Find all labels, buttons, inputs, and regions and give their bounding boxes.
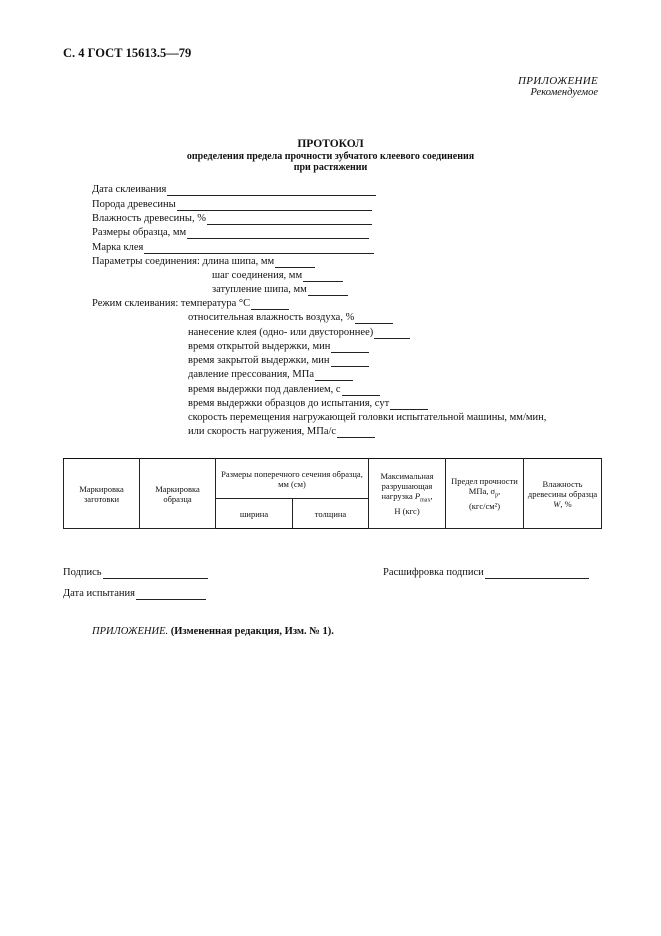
- load-text: Максимальная разрушающая нагрузка: [380, 471, 434, 502]
- field-load-rate: [188, 426, 375, 438]
- appendix-status: Рекомендуемое: [530, 87, 598, 98]
- field-press-pressure: [188, 369, 353, 381]
- col-header-moisture: [524, 459, 602, 529]
- field-label: Подпись: [63, 567, 102, 578]
- note-label: ПРИЛОЖЕНИЕ.: [92, 626, 169, 637]
- col-header-thickness: толщина: [293, 499, 369, 529]
- field-label: Дата склеивания: [92, 184, 167, 195]
- fill-line[interactable]: [275, 257, 315, 268]
- fill-line[interactable]: [207, 214, 372, 225]
- page-header: С. 4 ГОСТ 15613.5—79: [63, 46, 192, 60]
- amendment-note: [92, 626, 334, 637]
- field-label: Дата испытания: [63, 588, 135, 599]
- field-label: Марка клея: [92, 242, 144, 253]
- load-units: Н (кгс): [394, 505, 420, 516]
- protocol-subtitle: определения предела прочности зубчатого клеевого соединения: [186, 151, 475, 162]
- field-label: время выдержки под давлением, с: [188, 384, 341, 395]
- fill-line[interactable]: [308, 285, 348, 296]
- fill-line[interactable]: [331, 342, 369, 353]
- fill-line[interactable]: [485, 568, 589, 579]
- strength-subscript: p: [495, 492, 499, 499]
- signature-field: [63, 567, 208, 579]
- field-label: или скорость нагружения, МПа/с: [188, 426, 337, 437]
- field-label: время выдержки образцов до испытания, сут: [188, 398, 390, 409]
- field-label: давление прессования, МПа: [188, 369, 314, 380]
- field-label: Порода древесины: [92, 199, 176, 210]
- field-label: время открытой выдержки, мин: [188, 341, 331, 352]
- field-label: шаг соединения, мм: [212, 270, 303, 281]
- protocol-title: ПРОТОКОЛ: [297, 138, 364, 150]
- field-label: относительная влажность воздуха, %: [188, 312, 355, 323]
- field-wood-moisture: [92, 213, 372, 225]
- moisture-symbol: W: [553, 498, 561, 509]
- appendix-title: ПРИЛОЖЕНИЕ: [518, 75, 598, 87]
- load-subscript: max: [420, 497, 431, 504]
- col-header-load: Максимальная разрушающая нагрузка $P_{max}$, Н (кгс): [369, 459, 446, 529]
- fill-line[interactable]: [136, 589, 206, 600]
- field-label: Размеры образца, мм: [92, 227, 187, 238]
- fill-line[interactable]: [303, 271, 343, 282]
- fill-line[interactable]: [187, 228, 369, 239]
- fill-line[interactable]: [167, 185, 376, 196]
- fill-line[interactable]: [355, 313, 393, 324]
- field-glue-mode: [92, 298, 289, 310]
- fill-line[interactable]: [337, 427, 375, 438]
- field-label: Параметры соединения: длина шипа, мм: [92, 256, 275, 267]
- field-label: время закрытой выдержки, мин: [188, 355, 330, 366]
- fill-line[interactable]: [342, 385, 380, 396]
- results-table: [63, 458, 602, 529]
- fill-line[interactable]: [315, 370, 353, 381]
- field-label: Расшифровка подписи: [383, 567, 484, 578]
- fill-line[interactable]: [144, 243, 374, 254]
- fill-line[interactable]: [331, 356, 369, 367]
- field-joint-pitch: [212, 270, 343, 282]
- strength-units-alt: (кгс/см²): [468, 500, 501, 511]
- field-joint-params: [92, 256, 315, 268]
- test-date-field: [63, 588, 206, 600]
- col-header-blank: Маркировка заготовки: [64, 459, 140, 529]
- fill-line[interactable]: [251, 299, 289, 310]
- field-wood-species: [92, 199, 372, 211]
- field-glue-spread: [188, 327, 410, 339]
- appendix-label: [518, 76, 598, 98]
- field-press-time: [188, 384, 380, 396]
- signature-decoding-field: [383, 567, 589, 579]
- protocol-subtitle-2: при растяжении: [293, 162, 368, 173]
- fill-line[interactable]: [103, 568, 208, 579]
- fill-line[interactable]: [390, 399, 428, 410]
- load-symbol: P: [414, 491, 421, 502]
- col-header-width: ширина: [216, 499, 293, 529]
- strength-text: Предел прочности: [451, 476, 518, 487]
- field-joint-blunt: [212, 284, 348, 296]
- note-text: (Измененная редакция, Изм. № 1).: [170, 626, 334, 637]
- field-label: Влажность древесины, %: [92, 213, 206, 224]
- field-label: затупление шипа, мм: [212, 284, 307, 295]
- field-cond-time: [188, 398, 428, 410]
- field-closed-time: [188, 355, 369, 367]
- field-open-time: [188, 341, 369, 353]
- moisture-units: , %: [560, 498, 572, 509]
- fill-line[interactable]: [177, 200, 372, 211]
- field-glue-date: [92, 184, 376, 196]
- field-label: скорость перемещения нагружающей головки испытательной машины, мм/мин,: [188, 412, 547, 423]
- field-sample-size: [92, 227, 369, 239]
- fill-line[interactable]: [374, 328, 410, 339]
- col-header-sample: Маркировка образца: [140, 459, 216, 529]
- strength-units: МПа, σ: [468, 486, 496, 497]
- field-glue-brand: [92, 242, 374, 254]
- field-head-speed: [188, 412, 546, 424]
- field-label: Режим склеивания: температура °С: [92, 298, 251, 309]
- field-label: нанесение клея (одно- или двустороннее): [188, 327, 374, 338]
- col-header-dims: Размеры поперечного сечения образца, мм (см): [216, 459, 369, 499]
- moisture-text: Влажность древесины образца: [527, 478, 598, 499]
- col-header-strength: Предел прочности МПа, $\sigma_p$, (кгс/см²): [446, 459, 524, 529]
- field-rel-humidity: [188, 312, 393, 324]
